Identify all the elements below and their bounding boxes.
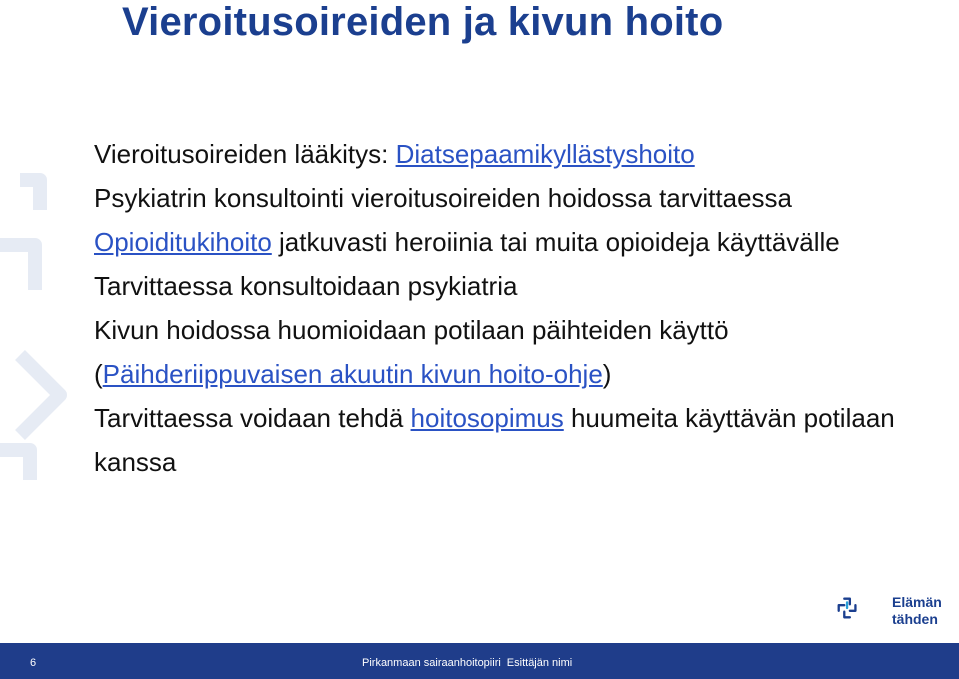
bullet-item xyxy=(94,176,924,220)
bullet-text: Vieroitusoireiden lääkitys: xyxy=(94,139,396,169)
footer-organization: Pirkanmaan sairaanhoitopiiri xyxy=(362,657,501,669)
kivun-hoito-ohje-link[interactable]: Päihderiippuvaisen akuutin kivun hoito-ohje xyxy=(102,359,603,389)
footer-text xyxy=(362,657,578,669)
bullet-text: ) xyxy=(602,359,612,389)
hoitosopimus-link[interactable]: hoitosopimus xyxy=(410,403,564,433)
bullet-item xyxy=(94,264,924,308)
bullet-list xyxy=(94,132,924,484)
logo-line-2: tähden xyxy=(892,611,938,627)
bullet-text: Psykiatrin konsultointi vieroitusoireiden hoidossa tarvittaessa xyxy=(94,183,793,213)
bullet-item xyxy=(94,220,924,264)
bullet-item xyxy=(94,132,924,176)
bullet-item xyxy=(94,308,924,396)
bullet-text: Kivun hoidossa huomioidaan potilaan päihteiden käyttö ( xyxy=(94,315,729,389)
footer-presenter: Esittäjän nimi xyxy=(506,657,573,669)
bullet-text: jatkuvasti heroiinia tai muita opioideja käyttävälle xyxy=(271,227,840,257)
bullet-text: huumeita käyttävän potilaan kanssa xyxy=(94,403,895,477)
bullet-text: Tarvittaessa konsultoidaan psykiatria xyxy=(94,271,518,301)
opioiditukihoito-link[interactable]: Opioiditukihoito xyxy=(94,227,272,257)
slide-title: Vieroitusoireiden ja kivun hoito xyxy=(122,0,724,44)
elaman-tahden-logo-icon xyxy=(835,582,887,634)
page-number: 6 xyxy=(30,657,37,669)
bullet-item xyxy=(94,396,924,484)
logo-line-1: Elämän xyxy=(892,594,942,610)
bullet-text: Tarvittaessa voidaan tehdä xyxy=(94,403,411,433)
logo-wordmark xyxy=(892,594,942,628)
diatsepaami-link[interactable]: Diatsepaamikyllästyshoito xyxy=(395,139,695,169)
